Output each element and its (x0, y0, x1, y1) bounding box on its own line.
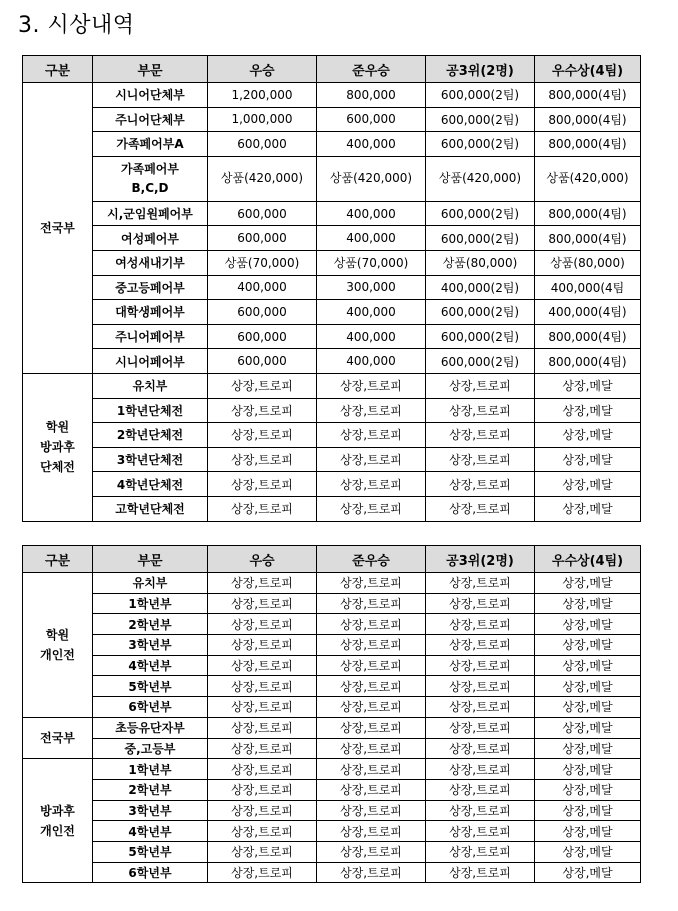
prize-cell: 상장,트로피 (208, 423, 317, 448)
prize-cell: 상장,메달 (535, 398, 641, 423)
prize-cell: 상장,트로피 (426, 423, 535, 448)
table-row (23, 275, 641, 300)
prize-cell: 600,000(2팀) (426, 300, 535, 325)
dept-cell: 초등유단자부 (93, 717, 208, 738)
dept-cell: 고학년단체전 (93, 496, 208, 521)
table-row (23, 697, 641, 718)
table-row (23, 300, 641, 325)
prize-cell: 상장,트로피 (317, 593, 426, 614)
dept-cell: 시,군임원페어부 (93, 201, 208, 226)
prize-cell: 상장,트로피 (426, 472, 535, 497)
prize-cell: 상장,트로피 (208, 821, 317, 842)
prize-cell: 상장,트로피 (426, 373, 535, 398)
dept-cell: 2학년단체전 (93, 423, 208, 448)
dept-cell: 여성새내기부 (93, 250, 208, 275)
prize-cell: 상장,트로피 (317, 655, 426, 676)
prize-cell: 상장,트로피 (426, 779, 535, 800)
prize-cell: 상장,트로피 (426, 635, 535, 656)
prize-cell: 상장,트로피 (317, 423, 426, 448)
prize-cell: 상장,트로피 (317, 447, 426, 472)
division-cell: 학원 개인전 (23, 573, 93, 718)
table-row (23, 496, 641, 521)
dept-cell: 가족페어부A (93, 132, 208, 157)
col-header-division: 구분 (23, 546, 93, 573)
prize-cell: 상장,트로피 (317, 398, 426, 423)
col-header-excellence: 우수상(4팀) (535, 546, 641, 573)
dept-cell: 5학년부 (93, 676, 208, 697)
prize-cell: 상장,트로피 (426, 614, 535, 635)
table-row (23, 738, 641, 759)
prize-cell: 상장,트로피 (317, 697, 426, 718)
col-header-dept: 부문 (93, 546, 208, 573)
table-row (23, 226, 641, 251)
table-row (23, 862, 641, 883)
table-row (23, 398, 641, 423)
prize-cell: 상장,메달 (535, 573, 641, 594)
prize-cell: 800,000(4팀) (535, 83, 641, 108)
dept-cell: 유치부 (93, 573, 208, 594)
table-row (23, 593, 641, 614)
prize-cell: 상장,트로피 (426, 738, 535, 759)
table-row (23, 201, 641, 226)
prize-cell: 상품(420,000) (426, 156, 535, 201)
prize-cell: 상장,트로피 (426, 676, 535, 697)
prize-cell: 상장,트로피 (426, 821, 535, 842)
prize-cell: 상장,트로피 (317, 373, 426, 398)
prize-cell: 상장,트로피 (317, 472, 426, 497)
prize-cell: 1,200,000 (208, 83, 317, 108)
division-cell: 전국부 (23, 83, 93, 374)
prize-cell: 상장,트로피 (317, 759, 426, 780)
prize-cell: 800,000(4팀) (535, 132, 641, 157)
table-row (23, 635, 641, 656)
table-row (23, 250, 641, 275)
dept-cell: 중,고등부 (93, 738, 208, 759)
prize-cell: 600,000 (208, 132, 317, 157)
prize-cell: 상장,트로피 (208, 635, 317, 656)
prize-cell: 600,000 (208, 226, 317, 251)
prize-cell: 상품(420,000) (535, 156, 641, 201)
dept-cell: 6학년부 (93, 697, 208, 718)
prize-cell: 상장,트로피 (208, 398, 317, 423)
prize-cell: 800,000(4팀) (535, 324, 641, 349)
prize-cell: 상장,메달 (535, 496, 641, 521)
header-row (23, 56, 641, 83)
col-header-winner: 우승 (208, 56, 317, 83)
col-header-runner-up: 준우승 (317, 546, 426, 573)
prize-cell: 400,000(4팀) (535, 300, 641, 325)
prize-cell: 400,000 (317, 226, 426, 251)
prize-cell: 상장,메달 (535, 447, 641, 472)
prize-cell: 상품(420,000) (317, 156, 426, 201)
prize-cell: 600,000(2팀) (426, 324, 535, 349)
prize-cell: 상장,트로피 (426, 862, 535, 883)
prize-cell: 상장,트로피 (208, 472, 317, 497)
prize-cell: 400,000(4팀 (535, 275, 641, 300)
table-row (23, 841, 641, 862)
prize-cell: 상장,메달 (535, 738, 641, 759)
prize-cell: 상장,트로피 (208, 373, 317, 398)
prize-cell: 600,000 (208, 201, 317, 226)
prize-cell: 800,000(4팀) (535, 226, 641, 251)
prize-cell: 상장,트로피 (426, 593, 535, 614)
table-row (23, 655, 641, 676)
division-cell: 방과후 개인전 (23, 759, 93, 883)
prize-cell: 상장,트로피 (208, 862, 317, 883)
prize-cell: 800,000(4팀) (535, 107, 641, 132)
prize-cell: 상장,메달 (535, 862, 641, 883)
prize-cell: 800,000(4팀) (535, 349, 641, 374)
prize-cell: 상장,트로피 (208, 779, 317, 800)
prize-cell: 상장,메달 (535, 676, 641, 697)
prize-cell: 상장,트로피 (208, 841, 317, 862)
prize-cell: 상장,트로피 (208, 614, 317, 635)
prize-cell: 상장,트로피 (208, 697, 317, 718)
table-row (23, 676, 641, 697)
table-row (23, 373, 641, 398)
prize-cell: 상장,메달 (535, 779, 641, 800)
prize-cell: 상장,메달 (535, 821, 641, 842)
prize-cell: 상장,트로피 (317, 779, 426, 800)
prize-cell: 상품(80,000) (426, 250, 535, 275)
prize-cell: 상품(420,000) (208, 156, 317, 201)
prize-cell: 상장,트로피 (317, 738, 426, 759)
prize-cell: 상장,트로피 (208, 573, 317, 594)
prize-cell: 상품(70,000) (208, 250, 317, 275)
table-row (23, 573, 641, 594)
prize-cell: 상장,메달 (535, 800, 641, 821)
dept-cell: 1학년단체전 (93, 398, 208, 423)
prize-cell: 상장,메달 (535, 655, 641, 676)
dept-cell: 1학년부 (93, 759, 208, 780)
prize-cell: 상장,트로피 (426, 447, 535, 472)
col-header-winner: 우승 (208, 546, 317, 573)
table-row (23, 156, 641, 201)
division-cell: 전국부 (23, 717, 93, 758)
prize-cell: 상장,트로피 (317, 841, 426, 862)
table-row (23, 472, 641, 497)
table-row (23, 349, 641, 374)
dept-cell: 3학년부 (93, 800, 208, 821)
dept-cell: 1학년부 (93, 593, 208, 614)
dept-cell: 2학년부 (93, 614, 208, 635)
prize-cell: 상장,트로피 (317, 496, 426, 521)
prize-cell: 600,000 (208, 324, 317, 349)
table-row (23, 83, 641, 108)
prize-cell: 상장,메달 (535, 635, 641, 656)
prize-cell: 상장,트로피 (317, 800, 426, 821)
table-row (23, 423, 641, 448)
prize-cell: 400,000 (208, 275, 317, 300)
dept-cell: 4학년부 (93, 655, 208, 676)
dept-cell: 유치부 (93, 373, 208, 398)
prize-cell: 상장,메달 (535, 697, 641, 718)
prize-cell: 800,000 (317, 83, 426, 108)
dept-cell: 2학년부 (93, 779, 208, 800)
prize-cell: 상장,메달 (535, 593, 641, 614)
dept-cell: 5학년부 (93, 841, 208, 862)
prize-cell: 상장,트로피 (317, 573, 426, 594)
prize-cell: 상장,트로피 (317, 821, 426, 842)
prize-cell: 600,000 (208, 300, 317, 325)
division-cell: 학원 방과후 단체전 (23, 373, 93, 521)
prize-cell: 400,000 (317, 201, 426, 226)
table-row (23, 759, 641, 780)
prize-cell: 상장,트로피 (317, 635, 426, 656)
prize-cell: 상장,메달 (535, 614, 641, 635)
table-row (23, 324, 641, 349)
prize-cell: 상장,메달 (535, 717, 641, 738)
table-row (23, 821, 641, 842)
col-header-dept: 부문 (93, 56, 208, 83)
prize-cell: 600,000(2팀) (426, 201, 535, 226)
table-row (23, 800, 641, 821)
prize-cell: 600,000 (208, 349, 317, 374)
prize-cell: 600,000(2팀) (426, 132, 535, 157)
prize-cell: 300,000 (317, 275, 426, 300)
col-header-runner-up: 준우승 (317, 56, 426, 83)
prize-cell: 상장,메달 (535, 472, 641, 497)
prize-cell: 상장,메달 (535, 759, 641, 780)
prize-cell: 상장,메달 (535, 373, 641, 398)
prize-cell: 600,000(2팀) (426, 349, 535, 374)
prize-cell: 상장,트로피 (208, 759, 317, 780)
prize-cell: 상장,트로피 (208, 738, 317, 759)
prize-cell: 상장,트로피 (317, 676, 426, 697)
col-header-third: 공3위(2명) (426, 546, 535, 573)
prize-cell: 상장,메달 (535, 423, 641, 448)
prize-cell: 상장,트로피 (426, 655, 535, 676)
header-row (23, 546, 641, 573)
table-row (23, 717, 641, 738)
dept-cell: 3학년단체전 (93, 447, 208, 472)
prize-cell: 상장,트로피 (208, 655, 317, 676)
prize-cell: 1,000,000 (208, 107, 317, 132)
prize-cell: 상장,트로피 (426, 800, 535, 821)
dept-cell: 3학년부 (93, 635, 208, 656)
dept-cell: 시니어페어부 (93, 349, 208, 374)
prize-cell: 600,000 (317, 107, 426, 132)
prize-cell: 상장,트로피 (208, 593, 317, 614)
table-row (23, 107, 641, 132)
prize-cell: 상품(70,000) (317, 250, 426, 275)
table-row (23, 779, 641, 800)
prize-cell: 상장,트로피 (426, 759, 535, 780)
table-row (23, 447, 641, 472)
prize-cell: 상장,트로피 (208, 496, 317, 521)
prize-cell: 상장,트로피 (317, 614, 426, 635)
prize-cell: 400,000 (317, 132, 426, 157)
prize-cell: 400,000 (317, 324, 426, 349)
prize-cell: 상장,트로피 (208, 447, 317, 472)
dept-cell: 주니어단체부 (93, 107, 208, 132)
dept-cell: 대학생페어부 (93, 300, 208, 325)
col-header-excellence: 우수상(4팀) (535, 56, 641, 83)
prize-cell: 400,000 (317, 300, 426, 325)
prize-cell: 상장,트로피 (208, 676, 317, 697)
prize-cell: 상장,트로피 (426, 697, 535, 718)
prize-cell: 400,000 (317, 349, 426, 374)
table-row (23, 132, 641, 157)
prize-cell: 800,000(4팀) (535, 201, 641, 226)
prize-cell: 상장,트로피 (426, 717, 535, 738)
prize-cell: 400,000(2팀) (426, 275, 535, 300)
dept-cell: 6학년부 (93, 862, 208, 883)
prize-cell: 상장,트로피 (426, 496, 535, 521)
awards-table-1 (22, 55, 641, 522)
section-heading: 3. 시상내역 (18, 13, 135, 38)
prize-cell: 600,000(2팀) (426, 83, 535, 108)
prize-cell: 600,000(2팀) (426, 226, 535, 251)
prize-cell: 상장,트로피 (317, 717, 426, 738)
dept-cell: 중고등페어부 (93, 275, 208, 300)
prize-cell: 상장,메달 (535, 841, 641, 862)
prize-cell: 상품(80,000) (535, 250, 641, 275)
col-header-division: 구분 (23, 56, 93, 83)
dept-cell: 가족페어부 B,C,D (93, 156, 208, 201)
awards-table-2 (22, 545, 641, 883)
prize-cell: 상장,트로피 (208, 717, 317, 738)
dept-cell: 4학년부 (93, 821, 208, 842)
prize-cell: 상장,트로피 (426, 841, 535, 862)
prize-cell: 상장,트로피 (426, 398, 535, 423)
dept-cell: 4학년단체전 (93, 472, 208, 497)
prize-cell: 상장,트로피 (426, 573, 535, 594)
dept-cell: 주니어페어부 (93, 324, 208, 349)
prize-cell: 상장,트로피 (208, 800, 317, 821)
col-header-third: 공3위(2명) (426, 56, 535, 83)
table-row (23, 614, 641, 635)
dept-cell: 시니어단체부 (93, 83, 208, 108)
prize-cell: 상장,트로피 (317, 862, 426, 883)
prize-cell: 600,000(2팀) (426, 107, 535, 132)
dept-cell: 여성페어부 (93, 226, 208, 251)
